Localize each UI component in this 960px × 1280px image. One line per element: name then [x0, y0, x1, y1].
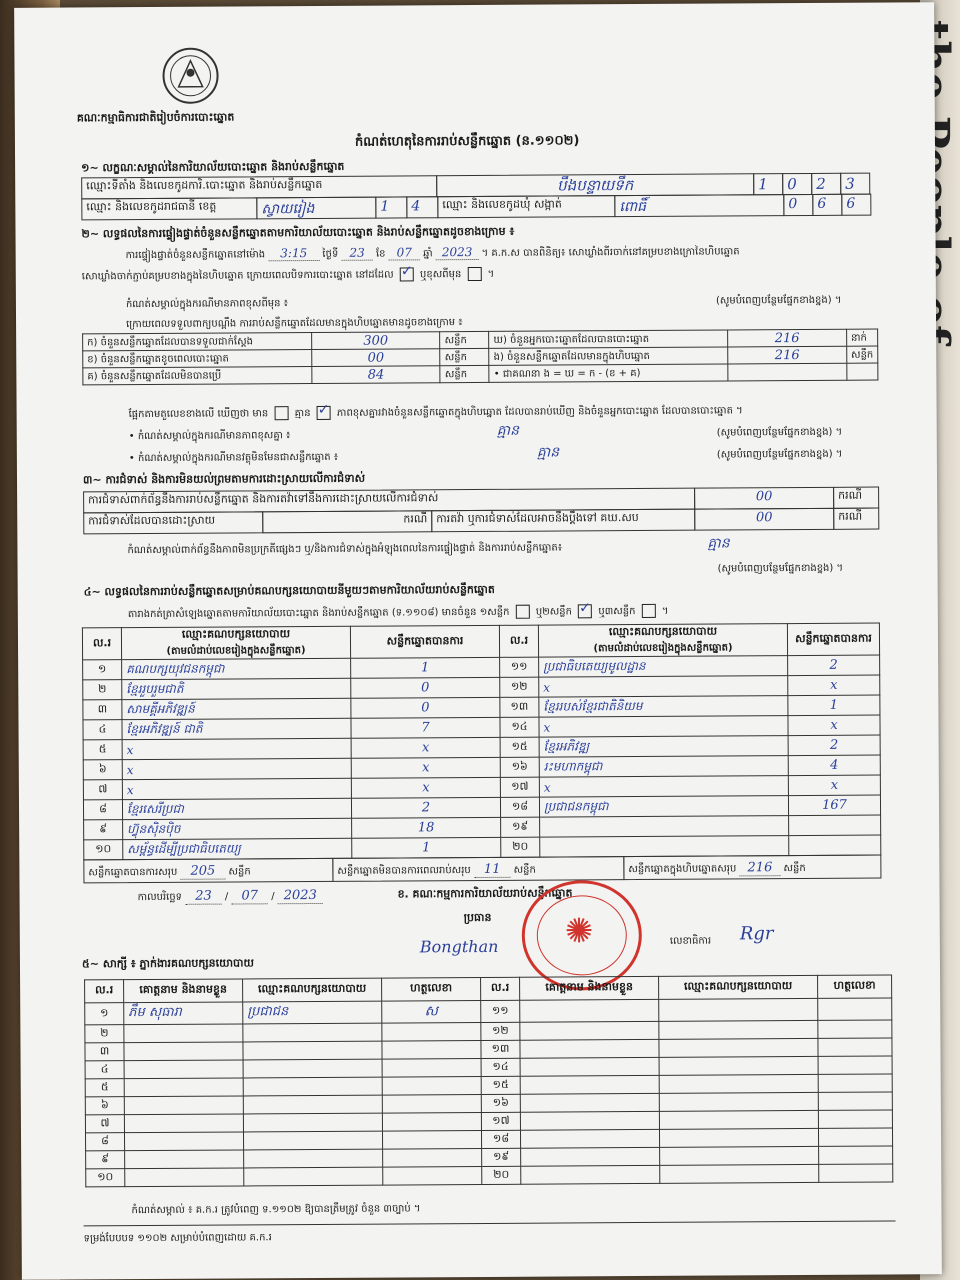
witness-signature	[382, 1112, 481, 1131]
ballot-summary-row	[83, 363, 878, 385]
summary-unit-right: នាក់	[846, 329, 877, 346]
witness-no: ១	[85, 1003, 124, 1025]
difference-no-checkbox[interactable]	[317, 406, 331, 420]
irregularity-note-label: កំណត់សម្គាល់ពាក់ព័ន្ធនឹងភាពមិនប្រក្រតីផ្សេងៗ ឬ/និងការជំទាស់ក្នុងអំឡុងពេលនៃការផ្ទៀងផ្ទាត់ និងការរាប់សន្លឹកឆ្នោត៖	[127, 542, 563, 557]
witness-signature	[383, 1166, 482, 1185]
witness-no: ៨	[85, 1133, 124, 1151]
day-label: ថ្ងៃទី	[322, 248, 339, 260]
witness-signature	[819, 1146, 893, 1164]
witness-no: ១៩	[482, 1148, 521, 1166]
witness-party	[660, 1146, 819, 1165]
year-label: ឆ្នាំ	[423, 248, 433, 260]
party-votes: x	[351, 777, 500, 798]
resolved-label: ការជំទាស់ដែលបានដោះស្រាយ	[83, 511, 263, 534]
difference-exists-label: ផ្អែកតាមតួលេខខាងលើ ឃើញថា មាន	[128, 408, 269, 421]
complaints-count: 00	[694, 487, 834, 510]
party-votes: 1	[351, 657, 500, 678]
location-label: ឈ្មោះទីតាំង និងលេខកូដការិ.បោះឆ្នោត និងរាប់សន្លឹកឆ្នោត	[81, 175, 437, 199]
summary-unit: សន្លឹក	[440, 365, 489, 382]
summary-unit: សន្លឹក	[440, 348, 489, 365]
witness-party	[659, 1092, 818, 1111]
witness-col-name-right: គោត្តនាម និងនាមខ្លួន	[520, 976, 659, 1000]
difference-note-end: (សូមបំពេញបន្ថែមផ្នែកខាងខ្នង) ។	[715, 294, 842, 307]
commune-value: ពោធិ៍	[614, 194, 784, 217]
witness-no: ៤	[85, 1061, 124, 1079]
party-name: ខ្មែរសេរីប្រជា	[122, 798, 351, 819]
summary-label-right: ឃ) ចំនួនអ្នកបោះឆ្នោតដែលបានបោះឆ្នោត	[489, 330, 728, 348]
party-no: ២	[83, 680, 122, 700]
summary-value-right: 216	[728, 329, 847, 347]
witness-name	[125, 1168, 244, 1187]
witness-signature	[382, 1058, 481, 1077]
one-sheet-checkbox[interactable]	[516, 605, 530, 619]
box-total-label: សន្លឹកឆ្នោតក្នុងហិបឆ្នោតសរុប	[628, 863, 737, 876]
party-no: ១១	[500, 657, 539, 677]
witness-name	[521, 1165, 660, 1184]
col-no-left: ល.រ	[82, 628, 121, 660]
col-party-left-title: ឈ្មោះគណបក្សនយោបាយ	[181, 627, 291, 641]
section-4-heading: ៤~ លទ្ធផលនៃការរាប់សន្លឹកឆ្នោតសម្រាប់គណបក្សនយោបាយនីមួយៗតាមការិយាល័យរាប់សន្លឹកឆ្នោត	[83, 582, 495, 599]
tally-sheet-text: តារាងកត់ត្រាសំឡេងឆ្នោតតាមការិយាល័យបោះឆ្នោត និងរាប់សន្លឹកឆ្នោត (ទ.១១០៨) មានចំនួន ១សន្លឹក	[127, 606, 510, 621]
witness-party	[243, 1077, 382, 1096]
witness-col-name-left: គោត្តនាម និងនាមខ្លួន	[124, 979, 243, 1003]
summary-value-right	[728, 363, 847, 381]
witness-no: ៦	[85, 1097, 124, 1115]
difference-note-label: កំណត់សម្គាល់ក្នុងករណីមានភាពខុសពីមុន ៖	[125, 298, 289, 311]
two-sheet-checkbox[interactable]	[578, 604, 592, 618]
verification-line	[126, 243, 740, 263]
nec-emblem-icon	[160, 47, 220, 105]
verification-time: 3:15	[268, 246, 319, 261]
party-votes: 7	[351, 717, 500, 738]
party-no: ៦	[83, 760, 122, 780]
irregularity-note-value: គ្មាន	[707, 535, 730, 552]
date-label: កាលបរិច្ឆេទ	[137, 891, 183, 904]
party-name: x	[539, 776, 788, 798]
witness-signature	[382, 1076, 481, 1095]
lock-status-text: សោឃ្លាំងចាក់ភ្ជាប់គម្របខាងក្នុងនៃហិបឆ្នោត ក្រោយពេលបិទការបោះឆ្នោត នៅដដែល	[81, 269, 394, 283]
summary-value: 300	[311, 332, 440, 350]
committee-label: ខ. គណៈកម្មការការិយាល័យរាប់សន្លឹកឆ្នោត	[397, 886, 573, 901]
party-name: សម្ព័ន្ធដើម្បីប្រជាធិបតេយ្យ	[123, 838, 352, 859]
party-no: ១២	[500, 677, 539, 697]
witness-party	[243, 1131, 382, 1150]
party-results-header	[82, 623, 879, 660]
foreign-object-end: (សូមបំពេញបន្ថែមផ្នែកខាងខ្នង) ។	[716, 448, 843, 461]
summary-unit-right	[847, 363, 878, 380]
province-label: ឈ្មោះ និងលេខកូដរាជធានី ខេត្ត	[81, 197, 257, 220]
witness-no: ១៤	[481, 1058, 520, 1076]
changed-label: ឬខុសពីមុន	[419, 269, 462, 281]
col-party-right-sub: (តាមលំដាប់លេខរៀងក្នុងសន្លឹកឆ្នោត)	[593, 642, 733, 655]
appeal-unit: ករណី	[833, 508, 879, 530]
ballot-summary-table	[82, 329, 878, 386]
party-votes: 0	[351, 677, 500, 698]
col-party-left	[121, 626, 350, 659]
box-total-value: 216	[739, 860, 780, 876]
witness-no: ៥	[85, 1079, 124, 1097]
witness-no: ១៦	[481, 1094, 520, 1112]
location-code-2: 0	[782, 173, 812, 195]
party-no: ១៦	[500, 757, 539, 777]
commune-code-2: 6	[812, 194, 842, 216]
party-name: x	[122, 738, 351, 759]
summary-label: ក) ចំនួនសន្លឹកឆ្នោតដែលបានទទួលជាក់ស្តែង	[83, 333, 312, 351]
summary-value-right: 216	[728, 346, 847, 364]
summary-label-right: ង) ចំនួនសន្លឹកឆ្នោតដែលមានក្នុងហិបឆ្នោត	[489, 347, 728, 365]
invalid-total-label: សន្លឹកឆ្នោតមិនបានការពេលរាប់សរុប	[337, 865, 471, 877]
summary-label: ខ) ចំនួនសន្លឹកឆ្នោតខូចពេលបោះឆ្នោត	[83, 350, 312, 368]
party-no: ១៥	[500, 737, 539, 757]
difference-text: ភាពខុសគ្នារវាងចំនួនសន្លឹកឆ្នោតក្នុងហិបឆ្នោត ដែលបានរាប់ឃើញ និងចំនួនអ្នកបោះឆ្នោត ដែលបានបោះឆ្នោត ។	[336, 405, 743, 419]
witness-name	[520, 1111, 659, 1130]
party-no: ៩	[84, 820, 123, 840]
witness-no: ១១	[481, 1000, 520, 1022]
witness-col-party-right: ឈ្មោះគណបក្សនយោបាយ	[659, 975, 818, 999]
seal-emblem-icon: ✺	[564, 911, 594, 952]
ballot-count-form	[14, 2, 942, 1280]
chair-signature: Bongthan	[419, 936, 499, 957]
witness-name	[124, 1024, 243, 1043]
witness-name: ភឹម សុធារា	[124, 1002, 243, 1025]
party-no: ៧	[83, 780, 122, 800]
section-3-heading: ៣~ ការជំទាស់ និងការមិនយល់ព្រមតាមការដោះស្រាយលើការជំទាស់	[82, 471, 366, 487]
verification-day: 23	[341, 246, 372, 261]
party-name: ហ៊្វុនស៊ិនប៉ិច	[123, 818, 352, 839]
party-no: ៥	[83, 740, 122, 760]
witness-name	[124, 1114, 243, 1133]
witness-party	[659, 1128, 818, 1147]
witness-name	[124, 1132, 243, 1151]
province-code-2: 4	[406, 196, 438, 218]
party-no: ១៤	[500, 717, 539, 737]
party-name: x	[539, 676, 788, 698]
witness-name	[124, 1078, 243, 1097]
party-name: សាមគ្គីអភិវឌ្ឍន៍	[122, 698, 351, 719]
witness-no: ១៥	[481, 1076, 520, 1094]
two-sheet-label: ឬ២សន្លឹក	[535, 606, 573, 618]
foreign-object-value: គ្មាន	[536, 444, 560, 461]
party-name: ខ្មែររួបរួមជាតិ	[122, 678, 351, 699]
witness-signature	[819, 1164, 893, 1182]
footer-divider	[84, 1220, 896, 1226]
witness-no: ១០	[86, 1169, 125, 1187]
witness-party	[243, 1023, 382, 1042]
witness-no: ១៧	[481, 1112, 520, 1130]
witness-name	[124, 1060, 243, 1079]
official-seal	[521, 880, 642, 991]
party-no: ៤	[83, 720, 122, 740]
summary-unit-right: សន្លឹក	[846, 346, 877, 363]
verification-line-end: ។ គ.ក.ស បានពិនិត្យ៖ សោឃ្លាំងពីរចាក់នៅគម្របខាងក្រោនៃហិបឆ្នោត	[481, 246, 740, 259]
witness-signature	[818, 1092, 892, 1110]
party-votes: x	[788, 675, 880, 696]
lock-status-line: សោឃ្លាំងចាក់ភ្ជាប់គម្របខាងក្នុងនៃហិបឆ្នោត ក្រោយពេលបិទការបោះឆ្នោត នៅដដែល ✓ ឬខុសពីមុន ។	[82, 267, 495, 285]
location-code-1: 1	[753, 173, 783, 195]
witness-name	[520, 1021, 659, 1040]
date-day: 23	[185, 889, 222, 905]
col-no-right: ល.រ	[499, 625, 538, 657]
witness-no: ១២	[481, 1022, 520, 1040]
province-value: ស្វាយរៀង	[256, 197, 376, 220]
chair-label: ប្រធាន	[463, 910, 492, 925]
witness-name	[520, 999, 659, 1022]
section-2-heading: ២~ លទ្ធផលនៃការផ្ទៀងផ្ទាត់ចំនួនសន្លឹកឆ្នោតតាមការិយាល័យបោះឆ្នោត និងរាប់សន្លឹកឆ្នោតដូចខាងក្រោម ៖	[81, 224, 515, 241]
witness-name	[520, 1057, 659, 1076]
witness-col-party-left: ឈ្មោះគណបក្សនយោបាយ	[243, 978, 382, 1002]
difference-remark-end: (សូមបំពេញបន្ថែមផ្នែកខាងខ្នង) ។	[716, 426, 843, 439]
summary-value: 00	[312, 349, 441, 367]
box-total	[623, 855, 881, 881]
appeal-label: ការតវ៉ា ឬការជំទាស់ដែលអាចនឹងប្តឹងទៅ គឃ.សប	[431, 509, 695, 533]
org-name: គណៈកម្មាធិការជាតិរៀបចំការបោះឆ្នោត	[76, 110, 235, 125]
party-no: ១៩	[501, 817, 540, 837]
form-title: កំណត់ហេតុនៃការរាប់សន្លឹកឆ្នោត (ន.១១០២)	[354, 133, 580, 150]
difference-remark-value: គ្មាន	[496, 422, 519, 439]
party-no: ៨	[83, 800, 122, 820]
col-votes-left: សន្លឹកឆ្នោតបានការ	[350, 625, 499, 658]
difference-check-line	[129, 403, 743, 422]
party-votes: x	[351, 737, 500, 758]
summary-value: 84	[312, 366, 441, 384]
footnote: កំណត់សម្គាល់ ៖ គ.ក.រ ត្រូវបំពេញ ទ.១១០២ ឱ្យបានត្រឹមត្រូវ ចំនួន ៣ច្បាប់ ។	[131, 1203, 421, 1217]
witness-signature	[382, 1130, 481, 1149]
party-votes: x	[788, 775, 880, 796]
witness-no: ១៨	[481, 1130, 520, 1148]
witness-party: ប្រជាជន	[243, 1001, 382, 1024]
witness-party	[659, 1074, 818, 1093]
witness-signature	[382, 1022, 481, 1041]
party-name: គណបក្សយុវជនកម្ពុជា	[122, 658, 351, 679]
form-footer-note: ទម្រង់បែបបទ ១១០២ សម្រាប់បំពេញដោយ គ.ក.រ	[83, 1232, 272, 1245]
witness-party	[244, 1149, 383, 1168]
date-month: 07	[231, 888, 268, 904]
witness-name	[124, 1042, 243, 1061]
valid-total-unit: សន្លឹក	[228, 866, 251, 878]
complaints-unit: ករណី	[833, 487, 879, 509]
party-no: ២០	[501, 837, 540, 857]
party-no: ១០	[84, 840, 123, 860]
witness-party	[243, 1041, 382, 1060]
party-name: ខ្មែររបស់ខ្មែរជាតិនិយម	[539, 696, 788, 718]
witness-party	[243, 1095, 382, 1114]
witness-name	[520, 1039, 659, 1058]
secretary-signature: Rgr	[739, 923, 774, 945]
party-votes: 2	[788, 735, 880, 756]
witness-no: ១៣	[481, 1040, 520, 1058]
party-name	[540, 836, 789, 858]
witness-name	[124, 1096, 243, 1115]
verification-year: 2023	[436, 245, 479, 260]
party-name: ប្រជាធិបតេយ្យមូលដ្ឋាន	[539, 656, 788, 678]
party-votes: 1	[352, 837, 501, 858]
resolved-unit: ករណី	[262, 510, 432, 533]
party-results-table	[82, 623, 881, 861]
party-votes: 2	[351, 797, 500, 818]
commune-code-1: 0	[783, 194, 813, 216]
valid-total	[83, 858, 333, 884]
commune-label: ឈ្មោះ និងលេខកូដឃុំ សង្កាត់	[437, 195, 615, 218]
witness-no: ៩	[86, 1151, 125, 1169]
appeal-count: 00	[694, 508, 834, 531]
party-votes: 0	[351, 697, 500, 718]
province-code-1: 1	[375, 196, 407, 218]
party-name	[540, 816, 789, 838]
col-votes-right: សន្លឹកឆ្នោតបានការ	[787, 623, 879, 656]
witness-name	[125, 1150, 244, 1169]
three-sheet-label: ឬ៣សន្លឹក	[598, 606, 636, 618]
witness-party	[660, 1164, 819, 1183]
witness-party	[659, 1110, 818, 1129]
location-value: បឹងបន្ទាយទឹក	[436, 173, 754, 197]
party-name: ខ្មែរអភិវឌ្ឍ	[539, 736, 788, 758]
witness-signature	[818, 1110, 892, 1128]
changed-checkbox[interactable]	[467, 267, 481, 281]
witness-no: ២០	[482, 1166, 521, 1184]
party-name: ខ្មែរអភិវឌ្ឍន៍ ជាតិ	[122, 718, 351, 739]
witness-party	[243, 1113, 382, 1132]
commune-code-3: 6	[841, 194, 871, 216]
witness-name	[520, 1075, 659, 1094]
three-sheet-checkbox[interactable]	[642, 604, 656, 618]
party-name: រះមហាកម្ពុជា	[539, 756, 788, 778]
valid-total-label: សន្លឹកឆ្នោតបានការសរុប	[88, 866, 178, 879]
witness-row	[86, 1164, 893, 1187]
verification-month: 07	[389, 245, 420, 260]
difference-remark-label: • កំណត់សម្គាល់ក្នុងករណីមានភាពខុសគ្នា ៖	[128, 430, 291, 443]
witness-table	[84, 974, 893, 1187]
witness-signature	[382, 1040, 481, 1059]
witness-signature	[818, 1056, 892, 1074]
verification-time-label: ការផ្ទៀងផ្ទាត់ចំនួនសន្លឹកឆ្នោតនៅម៉ោង	[125, 249, 266, 262]
col-party-right-title: ឈ្មោះគណបក្សនយោបាយ	[608, 624, 718, 639]
witness-no: ៣	[85, 1043, 124, 1061]
col-party-left-sub: (តាមលំដាប់លេខរៀងក្នុងសន្លឹកឆ្នោត)	[166, 645, 306, 657]
tally-sheet-line: តារាងកត់ត្រាសំឡេងឆ្នោតតាមការិយាល័យបោះឆ្នោត និងរាប់សន្លឹកឆ្នោត (ទ.១១០៨) មានចំនួន ១សន្លឹក ឬ២សន្លឹក ✓ ឬ៣សន្លឹក ។	[128, 604, 669, 622]
irregularity-note-end: (សូមបំពេញបន្ថែមផ្នែកខាងខ្នង) ។	[717, 562, 844, 575]
witness-signature	[382, 1094, 481, 1113]
witness-name	[521, 1147, 660, 1166]
party-votes: 4	[788, 755, 880, 776]
foreign-object-label: • កំណត់សម្គាល់ក្នុងករណីមានវត្ថុមិនមែនជាសន្លឹកឆ្នោត ៖	[128, 451, 339, 465]
party-votes: 2	[788, 655, 880, 676]
location-code-3: 2	[811, 173, 841, 195]
witness-name	[520, 1129, 659, 1148]
witness-signature	[818, 1074, 892, 1092]
party-name: ប្រជាជនកម្ពុជា	[539, 796, 788, 818]
witness-party	[659, 1038, 818, 1057]
witness-party	[244, 1167, 383, 1186]
witness-col-sign-left: ហត្ថលេខា	[382, 977, 481, 1001]
witness-signature	[818, 1128, 892, 1146]
box-total-unit: សន្លឹក	[783, 863, 806, 875]
complaints-label: ការជំទាស់ពាក់ព័ន្ធនឹងការរាប់សន្លឹកឆ្នោត និងការតវ៉ាទៅនឹងការដោះស្រាយលើការជំទាស់	[83, 488, 695, 514]
date-line: កាលបរិច្ឆេទ 23 / 07 / 2023	[138, 888, 323, 905]
party-votes: 18	[352, 817, 501, 838]
valid-total-value: 205	[180, 864, 225, 880]
party-no: ១៧	[500, 777, 539, 797]
party-votes	[789, 835, 881, 856]
witness-no: ២	[85, 1025, 124, 1043]
witness-no: ៧	[85, 1115, 124, 1133]
witness-col-no-right: ល.រ	[481, 977, 520, 1000]
section-5-heading: ៥~ សាក្សី ៖ ភ្នាក់ងារគណបក្សនយោបាយ	[81, 956, 255, 971]
difference-no-label: គ្មាន	[294, 408, 311, 420]
witness-party	[659, 998, 818, 1021]
witness-signature	[818, 1020, 892, 1038]
party-votes: x	[351, 757, 500, 778]
witness-party	[243, 1059, 382, 1078]
unchanged-checkbox[interactable]	[400, 267, 414, 281]
summary-label: គ) ចំនួនសន្លឹកឆ្នោតដែលមិនបានប្រើ	[83, 367, 312, 385]
witness-signature	[383, 1148, 482, 1167]
section-1-heading: ១~ លក្ខណៈសម្គាល់នៃការិយាល័យបោះឆ្នោត និងរាប់សន្លឹកឆ្នោត	[81, 159, 345, 175]
witness-party	[659, 1056, 818, 1075]
party-name: x	[539, 716, 788, 738]
secretary-label: លេខាធិការ	[669, 935, 712, 947]
witness-signature	[818, 998, 892, 1020]
date-year: 2023	[278, 888, 323, 904]
party-no: ១	[83, 660, 122, 680]
summary-unit: សន្លឹក	[440, 331, 489, 348]
invalid-total-value: 11	[474, 862, 511, 878]
party-no: ១៨	[500, 797, 539, 817]
summary-label-right: • ជាគណនា ង = ឃ = ក - (ខ + គ)	[489, 364, 728, 382]
party-name: x	[122, 778, 351, 799]
witness-name	[520, 1093, 659, 1112]
difference-yes-checkbox[interactable]	[274, 406, 288, 420]
party-votes: 167	[788, 795, 880, 816]
party-no: ១៣	[500, 697, 539, 717]
count-intro: ក្រោយពេលទទួលពាក្យបណ្តឹង ការរាប់សន្លឹកឆ្នោតដែលមានក្នុងហិបឆ្នោតមានដូចខាងក្រោម ៖	[126, 317, 463, 331]
party-votes: x	[788, 715, 880, 736]
location-code-4: 3	[840, 173, 870, 195]
party-no: ៣	[83, 700, 122, 720]
party-name: x	[122, 758, 351, 779]
witness-col-no-left: ល.រ	[85, 980, 124, 1003]
month-label: ខែ	[375, 248, 386, 260]
witness-col-sign-right: ហត្ថលេខា	[818, 975, 892, 998]
col-party-right	[538, 624, 787, 658]
invalid-total-unit: សន្លឹក	[513, 864, 536, 876]
witness-party	[659, 1020, 818, 1039]
invalid-total	[332, 856, 624, 882]
party-votes	[789, 815, 881, 836]
witness-signature: ស	[382, 1000, 481, 1023]
witness-signature	[818, 1038, 892, 1056]
party-votes: 1	[788, 695, 880, 716]
